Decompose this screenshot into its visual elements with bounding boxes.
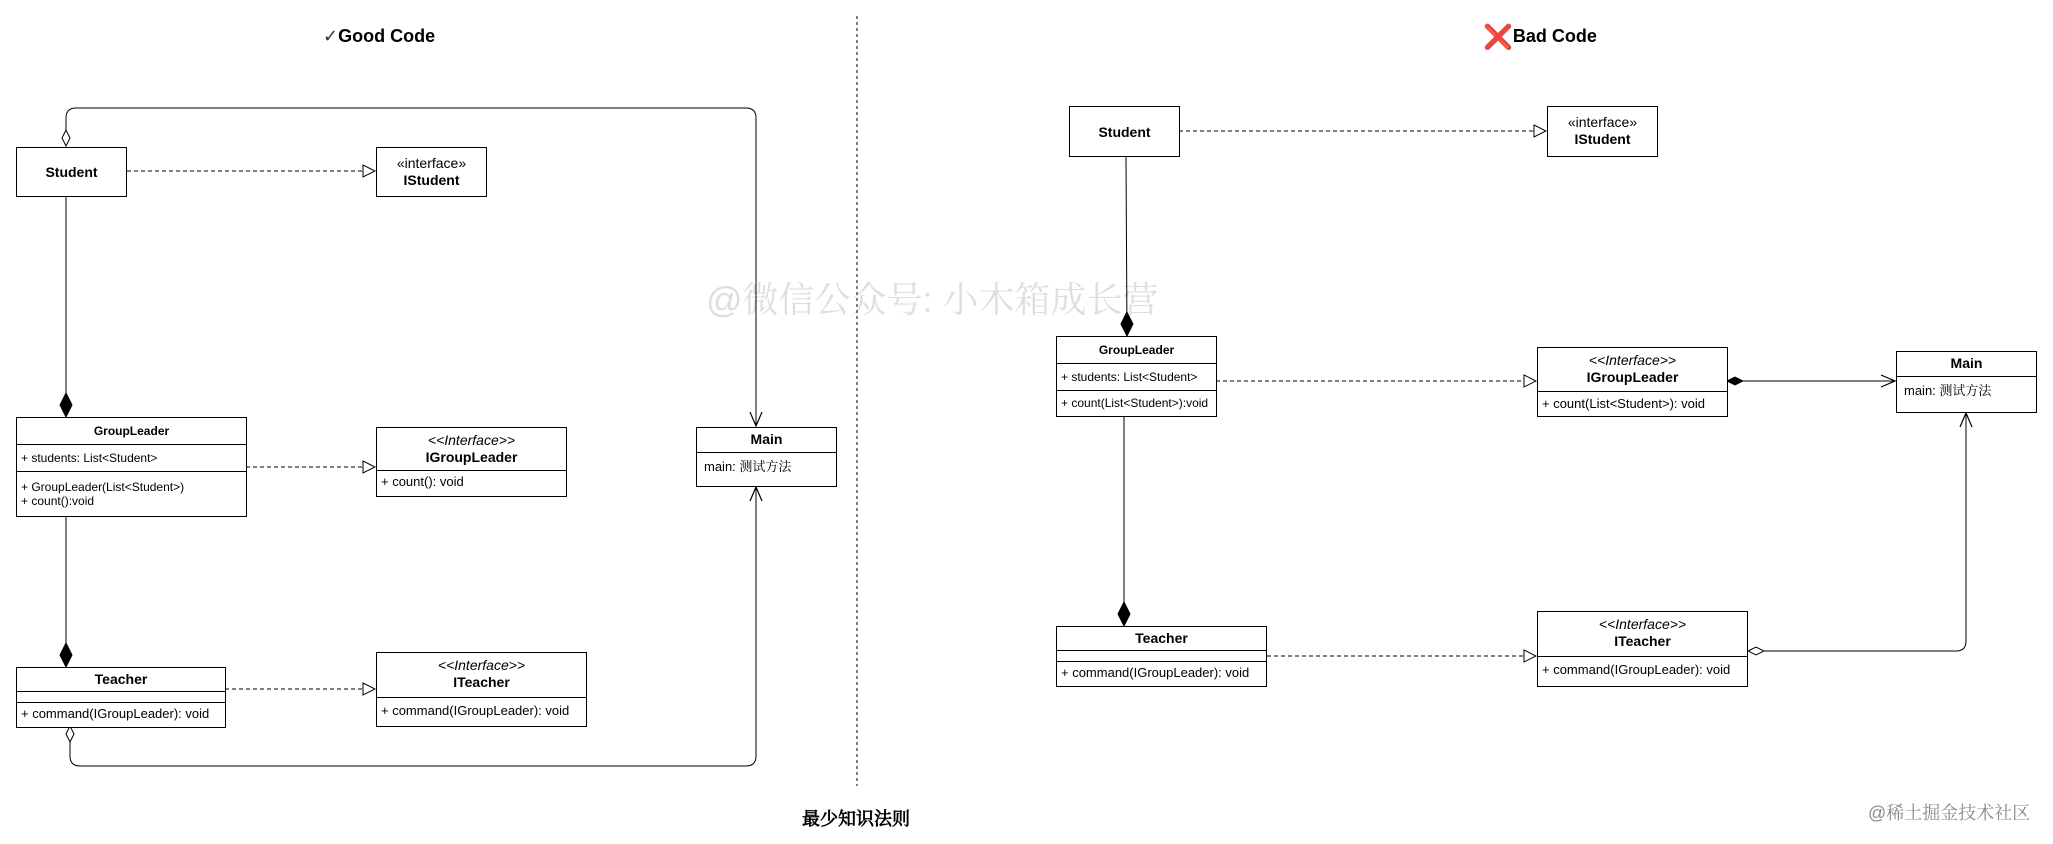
stereotype: <<Interface>> (1598, 616, 1687, 632)
interface-name: IStudent (403, 172, 460, 188)
cross-icon: ❌ (1483, 24, 1513, 51)
class-name: Teacher (1135, 630, 1188, 646)
operation: + count(): void (381, 474, 464, 489)
bad-iteacher-interface (1537, 611, 1748, 687)
stereotype: «interface» (1567, 114, 1638, 130)
stereotype: <<Interface>> (427, 432, 516, 448)
operation: + command(IGroupLeader): void (1061, 665, 1250, 680)
interface-name: IGroupLeader (1586, 369, 1679, 385)
interface-name: ITeacher (1614, 633, 1671, 649)
good-student-class (16, 147, 127, 197)
class-name: Student (1098, 123, 1151, 140)
good-groupleader-class (16, 417, 247, 517)
good-igroupleader-interface (376, 427, 567, 497)
good-iteacher-interface (376, 652, 587, 727)
good-main-class (696, 427, 837, 487)
wechat-watermark: @微信公众号: 小木箱成长营 (706, 279, 1159, 320)
checkmark-icon: ✓ (323, 26, 339, 46)
bad-student-class (1069, 106, 1180, 157)
good-teacher-class (16, 667, 226, 728)
diagram-caption: 最少知识法则 (802, 809, 910, 829)
operation: + count(List<Student>):void (1061, 396, 1209, 410)
bad-iteacher-main-aggregation (1748, 413, 1966, 651)
operation: + command(IGroupLeader): void (381, 703, 570, 718)
stereotype: <<Interface>> (1588, 352, 1677, 368)
operation: main: 测试方法 (704, 459, 792, 474)
class-name: Teacher (94, 671, 148, 687)
operation: main: 测试方法 (1904, 383, 1992, 398)
operation: + count(List<Student>): void (1542, 396, 1705, 411)
divider (1057, 650, 1266, 661)
operation: + command(IGroupLeader): void (21, 706, 210, 721)
stereotype: <<Interface>> (437, 657, 526, 673)
class-name: GroupLeader (1098, 343, 1175, 357)
bad-groupleader-class (1056, 336, 1217, 417)
good-istudent-interface (376, 147, 487, 197)
bad-code-label: Bad Code (1512, 26, 1597, 46)
bad-igroupleader-interface (1537, 347, 1728, 417)
operation: + command(IGroupLeader): void (1542, 662, 1731, 677)
class-name: GroupLeader (93, 424, 170, 438)
interface-name: ITeacher (453, 674, 510, 690)
good-code-title (323, 26, 435, 47)
juejin-watermark: @稀土掘金技术社区 (1868, 803, 2031, 823)
attribute: + students: List<Student> (21, 451, 158, 465)
class-name: Main (1950, 355, 1983, 371)
bad-main-class (1896, 351, 2037, 413)
operation: + count():void (21, 494, 95, 508)
bad-code-title (1483, 24, 1597, 51)
class-name: Student (45, 164, 98, 180)
interface-name: IStudent (1574, 131, 1631, 147)
bad-teacher-class (1056, 626, 1267, 687)
operation: + GroupLeader(List<Student>) (21, 480, 185, 494)
good-code-label: Good Code (338, 26, 436, 46)
class-name: Main (750, 431, 783, 447)
attribute: + students: List<Student> (1061, 370, 1198, 384)
stereotype: «interface» (396, 155, 467, 171)
divider (17, 691, 225, 702)
bad-istudent-interface (1547, 106, 1658, 157)
interface-name: IGroupLeader (425, 449, 518, 465)
